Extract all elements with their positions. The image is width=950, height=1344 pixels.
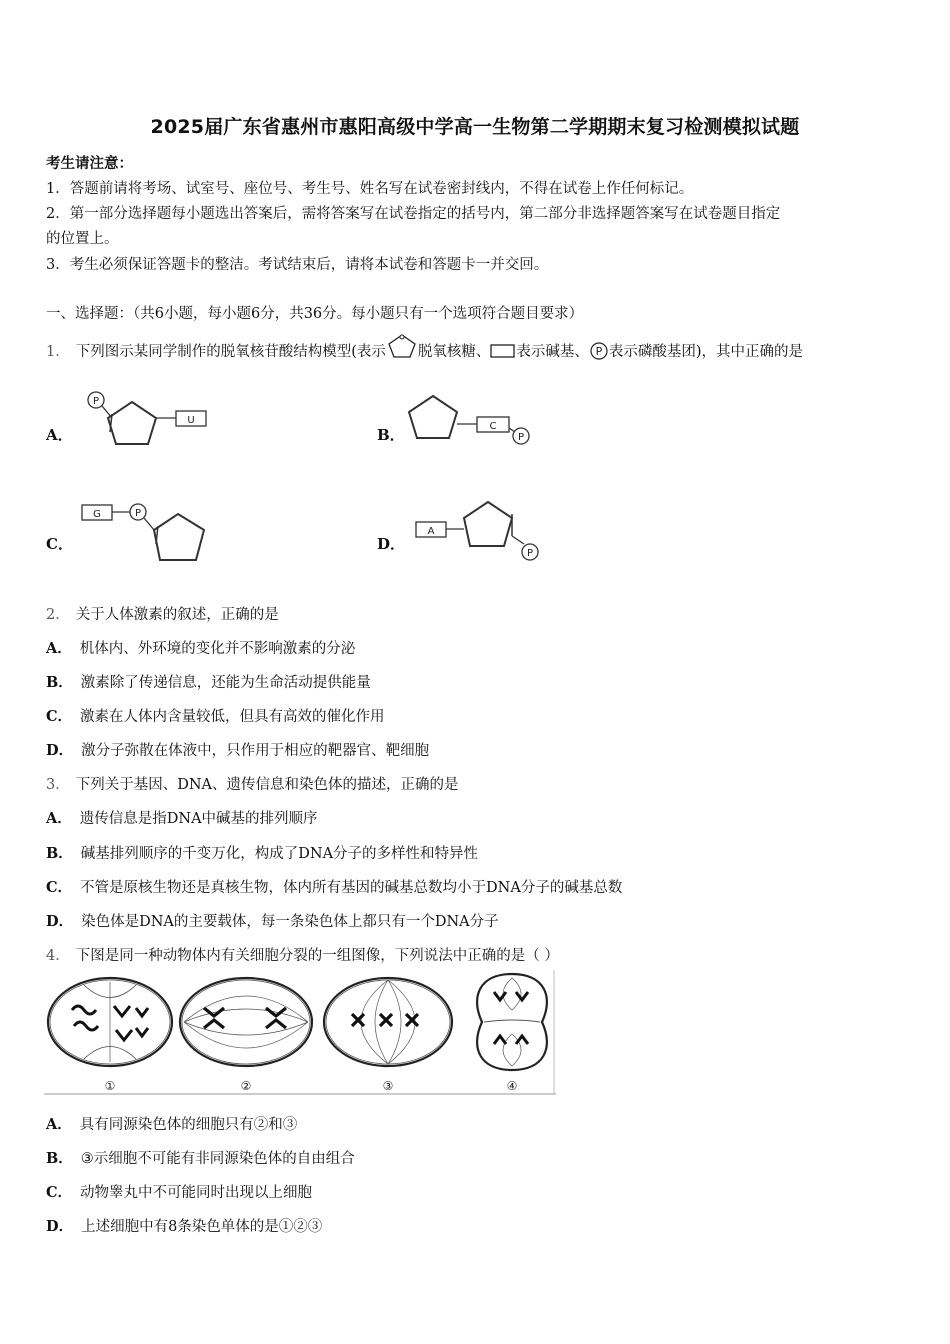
pentagon-icon xyxy=(386,333,418,359)
q1-option-a-figure[interactable] xyxy=(80,388,215,458)
cell-3 xyxy=(324,978,452,1093)
svg-text:P: P xyxy=(517,432,525,443)
q3-number: 3． xyxy=(46,777,70,793)
q1-stem-part-a: 下列图示某同学制作的脱氧核苷酸结构模型(表示 xyxy=(75,344,386,360)
svg-text:P: P xyxy=(92,396,100,407)
q1-option-c-label[interactable]: C． xyxy=(46,535,73,553)
q3-option-b-label: B． xyxy=(46,845,73,862)
q2-stem-text: 关于人体激素的叙述，正确的是 xyxy=(75,607,279,623)
q3-option-c-text: 不管是原核生物还是真核生物，体内所有基因的碱基总数均小于DNA分子的碱基总数 xyxy=(80,880,623,896)
q1-option-b-figure[interactable] xyxy=(405,390,540,455)
q4-option-d[interactable] xyxy=(46,1215,322,1236)
q1-stem-part-b: 脱氧核糖、 xyxy=(417,344,491,360)
cell-2-label: ② xyxy=(240,1079,252,1093)
q2-option-d-text: 激分子弥散在体液中，只作用于相应的靶器官、靶细胞 xyxy=(81,743,430,759)
q2-option-d-label: D． xyxy=(46,742,74,759)
svg-text:P: P xyxy=(526,548,534,559)
q1-stem-part-d: 表示磷酸基团)，其中正确的是 xyxy=(608,344,804,360)
q2-option-a-label: A． xyxy=(46,640,72,657)
page-title: 2025届广东省惠州市惠阳高级中学高一生物第二学期期末复习检测模拟试题 xyxy=(150,116,800,138)
q4-option-a-text: 具有同源染色体的细胞只有②和③ xyxy=(79,1117,298,1133)
cell-1 xyxy=(48,978,172,1093)
q3-option-b-text: 碱基排列顺序的千变万化，构成了DNA分子的多样性和特异性 xyxy=(80,846,479,862)
q2-stem xyxy=(46,603,279,624)
section-heading: 一、选择题：（共6小题，每小题6分，共36分。每小题只有一个选项符合题目要求） xyxy=(46,306,584,322)
q3-stem-text: 下列关于基因、DNA、遗传信息和染色体的描述，正确的是 xyxy=(75,777,459,793)
notice-item-1: 1．答题前请将考场、试室号、座位号、考生号、姓名写在试卷密封线内，不得在试卷上作任何标记。 xyxy=(46,181,694,197)
q4-option-b-text: ③示细胞不可能有非同源染色体的自由组合 xyxy=(80,1151,355,1167)
q1-option-d-base: A xyxy=(427,526,435,537)
q2-option-c[interactable] xyxy=(46,705,385,726)
q1-option-a-label[interactable]: A． xyxy=(46,426,73,444)
q2-option-c-text: 激素在人体内含量较低，但具有高效的催化作用 xyxy=(80,709,385,725)
q1-option-b-label[interactable]: B． xyxy=(377,426,405,444)
cell-4-label: ④ xyxy=(506,1079,518,1093)
phosphate-icon-letter: P xyxy=(595,344,603,358)
q2-option-a[interactable] xyxy=(46,637,355,658)
q4-option-c[interactable] xyxy=(46,1181,312,1202)
q2-option-c-label: C． xyxy=(46,708,73,725)
q1-option-d-label[interactable]: D． xyxy=(377,535,406,553)
q3-option-c-label: C． xyxy=(46,879,73,896)
q1-option-c-figure[interactable] xyxy=(78,498,213,568)
q4-option-d-label: D． xyxy=(46,1218,74,1235)
q3-option-d[interactable] xyxy=(46,910,499,931)
q2-option-b-label: B． xyxy=(46,674,73,691)
svg-text:P: P xyxy=(134,508,142,519)
q1-number: 1． xyxy=(46,344,70,360)
cell-4 xyxy=(477,974,547,1093)
q4-number: 4． xyxy=(46,948,70,964)
q4-option-b-label: B． xyxy=(46,1150,73,1167)
q4-option-b[interactable] xyxy=(46,1147,355,1168)
rectangle-icon xyxy=(490,343,516,359)
q4-stem-text: 下图是同一种动物体内有关细胞分裂的一组图像，下列说法中正确的是（ ） xyxy=(75,948,559,964)
q4-option-a[interactable] xyxy=(46,1113,297,1134)
q3-option-a-text: 遗传信息是指DNA中碱基的排列顺序 xyxy=(79,811,318,827)
cell-2 xyxy=(180,978,312,1093)
q4-stem xyxy=(46,944,559,965)
q1-stem xyxy=(46,340,803,361)
q2-number: 2． xyxy=(46,607,70,623)
q3-stem xyxy=(46,773,459,794)
q4-option-a-label: A． xyxy=(46,1116,72,1133)
q4-option-c-text: 动物睾丸中不可能同时出现以上细胞 xyxy=(80,1185,313,1201)
q3-option-a-label: A． xyxy=(46,810,72,827)
q1-option-d-figure[interactable] xyxy=(412,496,547,568)
cell-1-label: ① xyxy=(104,1079,116,1093)
notice-item-2-cont: 的位置上。 xyxy=(46,231,119,247)
notice-heading: 考生请注意： xyxy=(46,155,133,172)
q3-option-c[interactable] xyxy=(46,876,622,897)
q3-option-a[interactable] xyxy=(46,807,318,828)
notice-item-2: 2．第一部分选择题每小题选出答案后，需将答案写在试卷指定的括号内，第二部分非选择题答案写在试卷题目指定 xyxy=(46,206,781,222)
cell-division-figure xyxy=(44,970,556,1096)
cell-3-label: ③ xyxy=(382,1079,394,1093)
q1-option-a-base: U xyxy=(187,415,195,426)
q2-option-a-text: 机体内、外环境的变化并不影响激素的分泌 xyxy=(79,641,356,657)
q4-option-d-text: 上述细胞中有8条染色单体的是①②③ xyxy=(81,1219,323,1235)
q2-option-d[interactable] xyxy=(46,739,429,760)
q3-option-b[interactable] xyxy=(46,842,478,863)
q1-option-c-base: G xyxy=(93,509,101,520)
phosphate-icon xyxy=(589,341,609,361)
q2-option-b-text: 激素除了传递信息，还能为生命活动提供能量 xyxy=(80,675,371,691)
q3-option-d-text: 染色体是DNA的主要载体，每一条染色体上都只有一个DNA分子 xyxy=(81,914,499,930)
q1-option-b-base: C xyxy=(489,421,497,432)
q4-option-c-label: C． xyxy=(46,1184,73,1201)
notice-item-3: 3．考生必须保证答题卡的整洁。考试结束后，请将本试卷和答题卡一并交回。 xyxy=(46,257,549,273)
q2-option-b[interactable] xyxy=(46,671,371,692)
q3-option-d-label: D． xyxy=(46,913,74,930)
q1-stem-part-c: 表示碱基、 xyxy=(516,344,589,360)
